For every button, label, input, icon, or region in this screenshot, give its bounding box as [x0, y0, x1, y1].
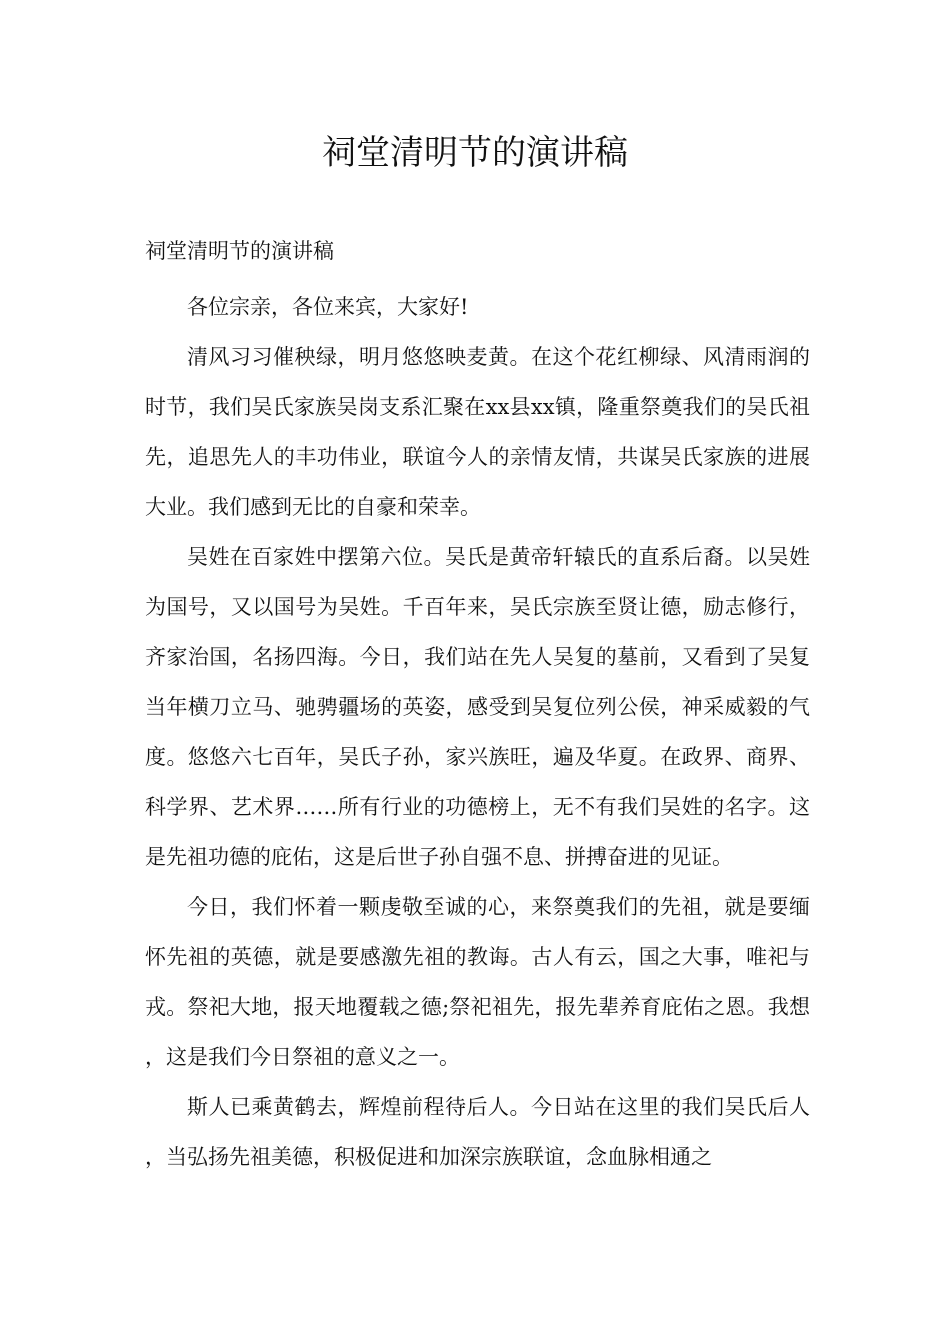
paragraph-family-history: 吴姓在百家姓中摆第六位。吴氏是黄帝轩辕氏的直系后裔。以吴姓为国号，又以国号为吴姓。千百年来，吴氏宗族至贤让德，励志修行，齐家治国，名扬四海。今日，我们站在先人吴复的墓前，又看到了吴复当年横刀立马、驰骋疆场的英姿，感受到吴复位列公侯，神采威毅的气度。悠悠六七百年，吴氏子孙，家兴族旺，遍及华夏。在政界、商界、科学界、艺术界……所有行业的功德榜上，无不有我们吴姓的名字。这是先祖功德的庇佑，这是后世子孙自强不息、拼搏奋进的见证。	[145, 545, 810, 869]
document-title: 祠堂清明节的演讲稿	[322, 133, 628, 173]
paragraph-legacy: 斯人已乘黄鹤去，辉煌前程待后人。今日站在这里的我们吴氏后人，当弘扬先祖美德，积极促进和加深宗族联谊，念血脉相通之	[145, 1095, 810, 1169]
paragraph-greeting: 各位宗亲，各位来宾，大家好!	[187, 295, 469, 319]
paragraph-meaning: 今日，我们怀着一颗虔敬至诚的心，来祭奠我们的先祖，就是要缅怀先祖的英德，就是要感激先祖的教诲。古人有云，国之大事，唯祀与戎。祭祀大地，报天地覆载之德;祭祀祖先，报先辈养育庇佑之恩。我想，这是我们今日祭祖的意义之一。	[145, 895, 810, 1069]
document-subtitle: 祠堂清明节的演讲稿	[145, 239, 334, 263]
paragraph-introduction: 清风习习催秧绿，明月悠悠映麦黄。在这个花红柳绿、风清雨润的时节，我们吴氏家族吴岗支系汇聚在xx县xx镇，隆重祭奠我们的吴氏祖先，追思先人的丰功伟业，联谊今人的亲情友情，共谋吴氏家族的进展大业。我们感到无比的自豪和荣幸。	[145, 345, 810, 519]
document-body	[145, 282, 810, 1182]
